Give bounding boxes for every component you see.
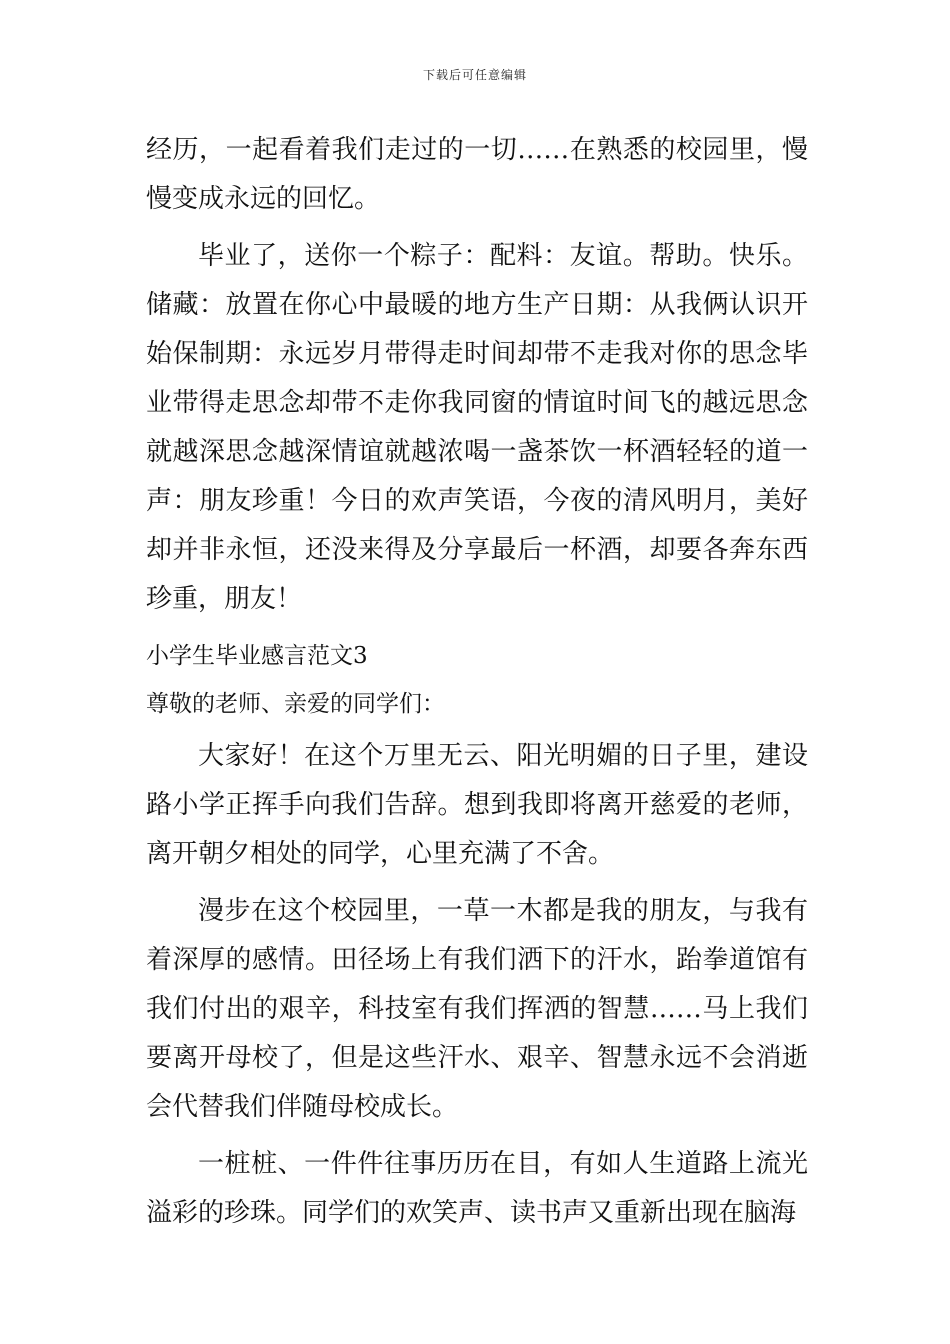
paragraph-greeting: 大家好！在这个万里无云、阳光明媚的日子里，建设路小学正挥手向我们告辞。想到我即将离开慈爱的老师，离开朝夕相处的同学，心里充满了不舍。 (146, 741, 808, 869)
paragraph-continuation: 经历，一起看着我们走过的一切……在熟悉的校园里，慢慢变成永远的回忆。 (146, 135, 808, 214)
paragraph-zongzi: 毕业了，送你一个粽子：配料：友谊。帮助。快乐。储藏：放置在你心中最暖的地方生产日期：从我俩认识开始保制期：永远岁月带得走时间却带不走我对你的思念毕业带得走思念却带不走你我同窗的情谊时间飞的越远思念就越深思念越深情谊就越浓喝一盏茶饮一杯酒轻轻的道一声：朋友珍重！今日的欢声笑语，今夜的清风明月，美好却并非永恒，还没来得及分享最后一杯酒，却要各奔东西珍重，朋友！ (146, 241, 808, 614)
document-body (146, 126, 808, 1238)
paragraph-memories: 一桩桩、一件件往事历历在目，有如人生道路上流光溢彩的珍珠。同学们的欢笑声、读书声又重新出现在脑海 (146, 1149, 808, 1228)
salutation: 尊敬的老师、亲爱的同学们： (146, 691, 445, 717)
section-title: 小学生毕业感言范文3 (146, 643, 368, 669)
page-header: 下载后可任意编辑 (422, 68, 527, 82)
paragraph-campus-walk: 漫步在这个校园里，一草一木都是我的朋友，与我有着深厚的感情。田径场上有我们洒下的汗水，跆拳道馆有我们付出的艰辛，科技室有我们挥洒的智慧……马上我们要离开母校了，但是这些汗水、艰辛、智慧永远不会消逝会代替我们伴随母校成长。 (146, 896, 808, 1122)
